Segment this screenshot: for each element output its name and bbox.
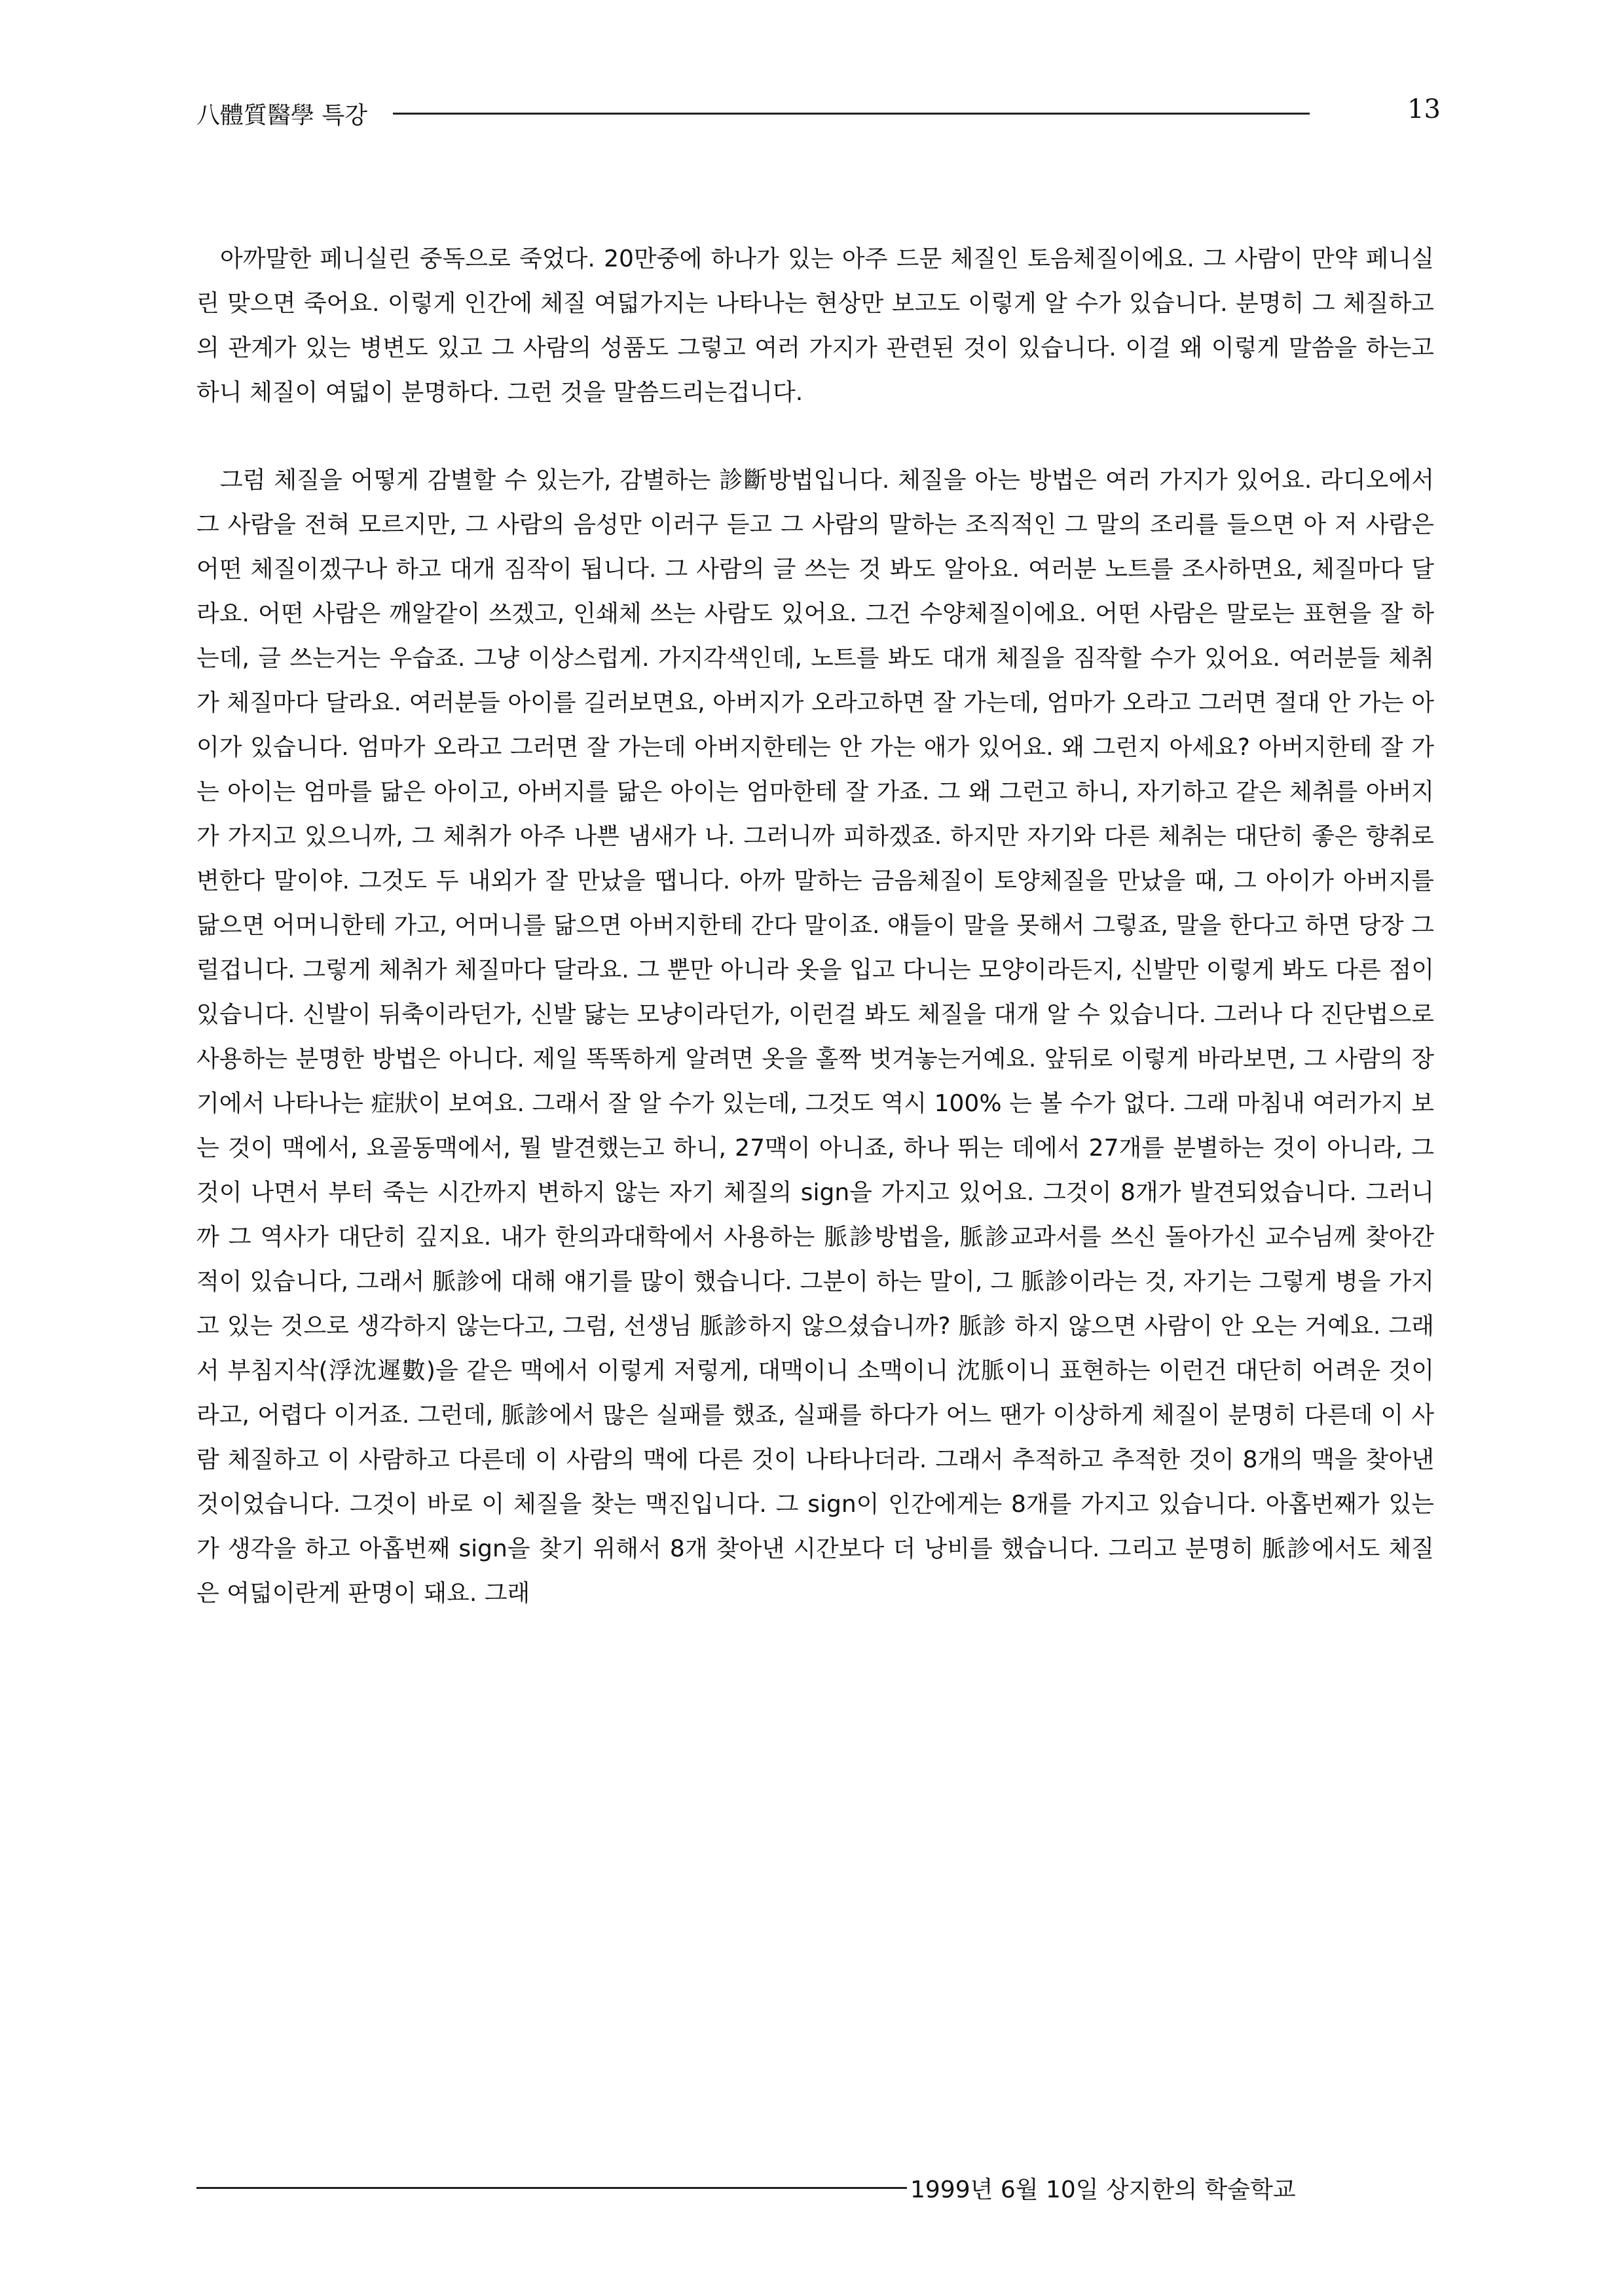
page-footer [196,2167,1434,2207]
page-header [196,92,1441,131]
header-rule [393,113,1310,115]
document-body [196,237,1434,1616]
paragraph: 그럼 체질을 어떻게 감별할 수 있는가, 감별하는 診斷방법입니다. 체질을 아는 방법은 여러 가지가 있어요. 라디오에서 그 사람을 전혀 모르지만, 그 사람의 음성만 이러구 듣고 그 사람의 말하는 조직적인 그 말의 조리를 들으면 아 저 사람은 어떤 체질이겠구나 하고 대개 짐작이 됩니다. 그 사람의 글 쓰는 것 봐도 알아요. 여러분 노트를 조사하면요, 체질마다 달라요. 어떤 사람은 깨알같이 쓰겠고, 인쇄체 쓰는 사람도 있어요. 그건 수양체질이에요. 어떤 사람은 말로는 표현을 잘 하는데, 글 쓰는거는 우습죠. 그냥 이상스럽게. 가지각색인데, 노트를 봐도 대개 체질을 짐작할 수가 있어요. 여러분들 체취가 체질마다 달라요. 여러분들 아이를 길러보면요, 아버지가 오라고하면 잘 가는데, 엄마가 오라고 그러면 절대 안 가는 아이가 있습니다. 엄마가 오라고 그러면 잘 가는데 아버지한테는 안 가는 애가 있어요. 왜 그런지 아세요? 아버지한테 잘 가는 아이는 엄마를 닮은 아이고, 아버지를 닮은 아이는 엄마한테 잘 가죠. 그 왜 그런고 하니, 자기하고 같은 체취를 아버지가 가지고 있으니까, 그 체취가 아주 나쁜 냄새가 나. 그러니까 피하겠죠. 하지만 자기와 다른 체취는 대단히 좋은 향취로 변한다 말이야. 그것도 두 내외가 잘 만났을 땝니다. 아까 말하는 금음체질이 토양체질을 만났을 때, 그 아이가 아버지를 닮으면 어머니한테 가고, 어머니를 닮으면 아버지한테 간다 말이죠. 얘들이 말을 못해서 그렇죠, 말을 한다고 하면 당장 그럴겁니다. 그렇게 체취가 체질마다 달라요. 그 뿐만 아니라 옷을 입고 다니는 모양이라든지, 신발만 이렇게 봐도 다른 점이 있습니다. 신발이 뒤축이라던가, 신발 닳는 모냥이라던가, 이런걸 봐도 체질을 대개 알 수 있습니다. 그러나 다 진단법으로 사용하는 분명한 방법은 아니다. 제일 똑똑하게 알려면 옷을 홀짝 벗겨놓는거예요. 앞뒤로 이렇게 바라보면, 그 사람의 장기에서 나타나는 症狀이 보여요. 그래서 잘 알 수가 있는데, 그것도 역시 100% 는 볼 수가 없다. 그래 마침내 여러가지 보는 것이 맥에서, 요골동맥에서, 뭘 발견했는고 하니, 27맥이 아니죠, 하나 뛰는 데에서 27개를 분별하는 것이 아니라, 그것이 나면서 부터 죽는 시간까지 변하지 않는 자기 체질의 sign을 가지고 있어요. 그것이 8개가 발견되었습니다. 그러니까 그 역사가 대단히 깊지요. 내가 한의과대학에서 사용하는 脈診방법을, 脈診교과서를 쓰신 돌아가신 교수님께 찾아간 적이 있습니다, 그래서 脈診에 대해 얘기를 많이 했습니다. 그분이 하는 말이, 그 脈診이라는 것, 자기는 그렇게 병을 가지고 있는 것으로 생각하지 않는다고, 그럼, 선생님 脈診하지 않으셨습니까? 脈診 하지 않으면 사람이 안 오는 거예요. 그래서 부침지삭(浮沈遲數)을 같은 맥에서 이렇게 저렇게, 대맥이니 소맥이니 沈脈이니 표현하는 이런건 대단히 어려운 것이라고, 어렵다 이거죠. 그런데, 脈診에서 많은 실패를 했죠, 실패를 하다가 어느 땐가 이상하게 체질이 분명히 다른데 이 사람 체질하고 이 사람하고 다른데 이 사람의 맥에 다른 것이 나타나더라. 그래서 추적하고 추적한 것이 8개의 맥을 찾아낸 것이었습니다. 그것이 바로 이 체질을 찾는 맥진입니다. 그 sign이 인간에게는 8개를 가지고 있습니다. 아홉번째가 있는가 생각을 하고 아홉번째 sign을 찾기 위해서 8개 찾아낸 시간보다 더 낭비를 했습니다. 그리고 분명히 脈診에서도 체질은 여덟이란게 판명이 돼요. 그래 [196,467,1434,1607]
footer-rule [196,2187,907,2189]
header-title: 八體質醫學 특강 [196,97,371,130]
page-number: 13 [1407,94,1441,124]
footer-date-source: 1999년 6월 10일 상지한의 학술학교 [910,2176,1296,2203]
paragraph: 아까말한 페니실린 중독으로 죽었다. 20만중에 하나가 있는 아주 드문 체질인 토음체질이에요. 그 사람이 만약 페니실린 맞으면 죽어요. 이렇게 인간에 체질 여덟가지는 나타나는 현상만 보고도 이렇게 알 수가 있습니다. 분명히 그 체질하고의 관계가 있는 병변도 있고 그 사람의 성품도 그렇고 여러 가지가 관련된 것이 있습니다. 이걸 왜 이렇게 말씀을 하는고 하니 체질이 여덟이 분명하다. 그런 것을 말씀드리는겁니다. [196,246,1434,406]
